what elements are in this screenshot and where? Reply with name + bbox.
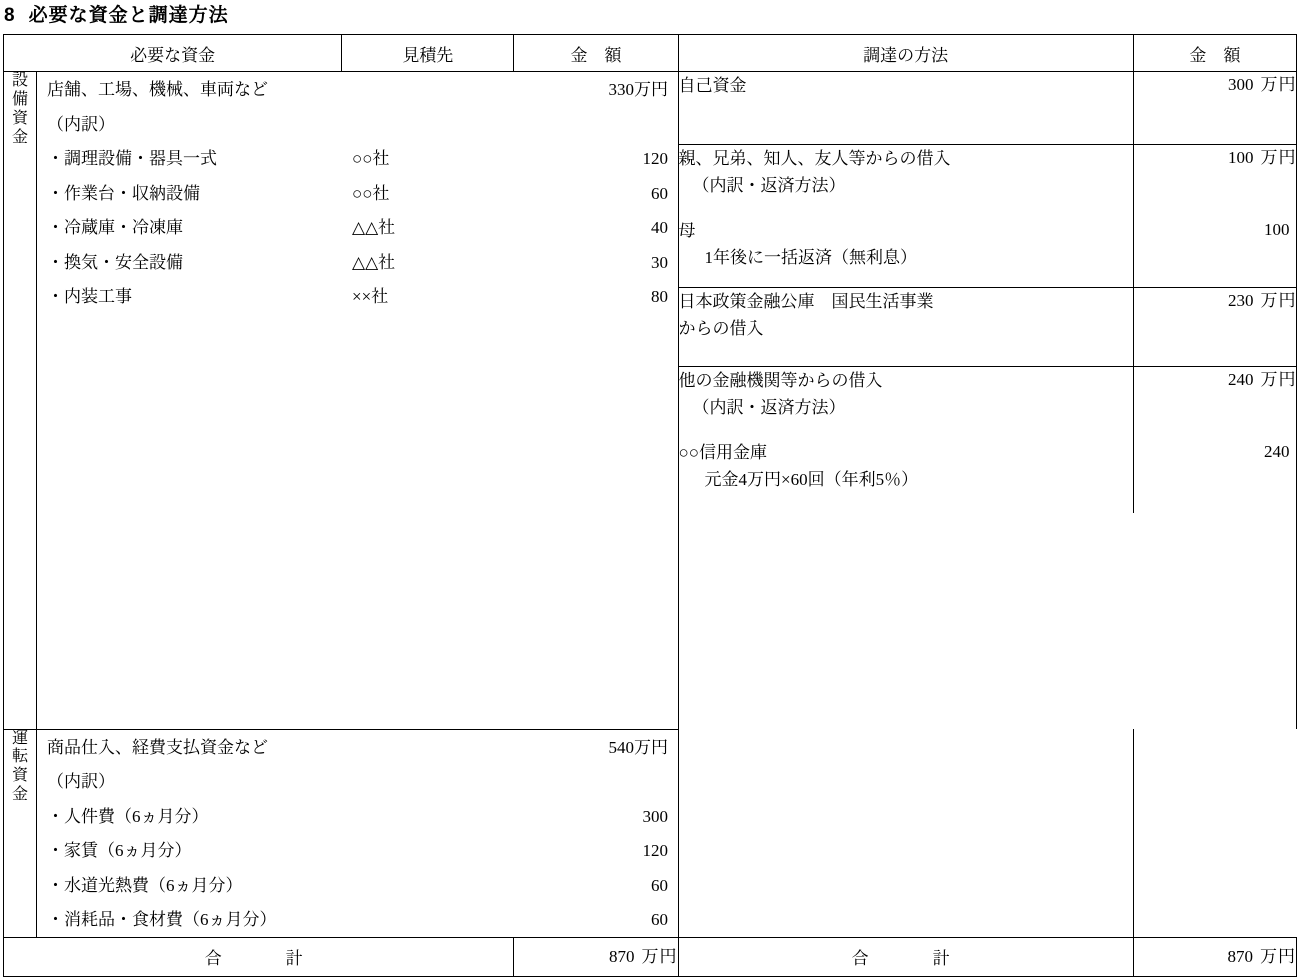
equipment-item-amount: 40 xyxy=(651,218,669,238)
working-breakdown-row xyxy=(37,764,678,799)
total-row xyxy=(4,937,1297,976)
total-amount-right: 870 万円 xyxy=(1133,937,1296,976)
spacer-cell xyxy=(342,764,514,799)
working-item-amount: 60 xyxy=(651,875,669,895)
total-label-right: 合 計 xyxy=(678,937,1133,976)
method-empty-cell xyxy=(678,729,1133,937)
equipment-item-estimate: ○○社 xyxy=(352,183,390,203)
spacer-cell xyxy=(342,730,514,765)
working-summary-amount: 540万円 xyxy=(608,737,669,757)
header-amount: 金 額 xyxy=(514,35,678,72)
header-need: 必要な資金 xyxy=(4,35,342,72)
equipment-block-row xyxy=(4,72,1297,730)
method-amount: 100 xyxy=(1134,217,1297,288)
method-amount: 300 万円 xyxy=(1134,72,1297,145)
spacer-cell xyxy=(342,107,514,142)
section-heading xyxy=(0,0,1302,34)
equipment-item-estimate: ○○社 xyxy=(352,149,390,169)
spacer-cell xyxy=(1134,513,1297,729)
total-amount-left: 870 万円 xyxy=(514,937,678,976)
method-label: 母 1年後に一括返済（無利息） xyxy=(679,217,1134,288)
equipment-breakdown-label: （内訳） xyxy=(47,114,116,134)
equipment-item-row xyxy=(37,210,678,245)
header-amount2: 金 額 xyxy=(1133,35,1296,72)
working-subtable xyxy=(37,730,678,937)
working-item-estimate xyxy=(342,799,514,834)
method-row xyxy=(679,145,1297,218)
equipment-item-label: ・作業台・収納設備 xyxy=(47,183,201,203)
funding-table xyxy=(3,34,1297,977)
equipment-summary-label: 店舗、工場、機械、車両など xyxy=(47,80,269,99)
method-label: 他の金融機関等からの借入 （内訳・返済方法） xyxy=(679,367,1134,440)
equipment-item-label: ・換気・安全設備 xyxy=(47,252,184,272)
equipment-subtable xyxy=(37,72,678,521)
equipment-item-row xyxy=(37,245,678,280)
header-method: 調達の方法 xyxy=(678,35,1133,72)
method-label: 親、兄弟、知人、友人等からの借入 （内訳・返済方法） xyxy=(679,145,1134,218)
equipment-breakdown-row xyxy=(37,107,678,142)
working-item-row xyxy=(37,868,678,903)
header-estimate: 見積先 xyxy=(342,35,514,72)
method-label: ○○信用金庫 元金4万円×60回（年利5％） xyxy=(679,439,1134,513)
spacer-cell xyxy=(679,513,1134,729)
equipment-filler-row xyxy=(37,314,678,521)
section-title: 必要な資金と調達方法 xyxy=(28,5,229,26)
method-label: 自己資金 xyxy=(679,72,1134,145)
method-label: 日本政策金融公庫 国民生活事業 からの借入 xyxy=(679,288,1134,367)
equipment-item-estimate: ××社 xyxy=(352,287,389,307)
spacer-cell xyxy=(514,107,678,142)
equipment-item-row xyxy=(37,176,678,211)
equipment-item-label: ・内装工事 xyxy=(47,287,133,307)
side-label-equipment: 設 備 資 金 xyxy=(4,72,37,730)
working-item-estimate xyxy=(342,902,514,937)
method-row xyxy=(679,217,1297,288)
equipment-item-amount: 30 xyxy=(651,252,669,272)
spacer-cell xyxy=(514,764,678,799)
equipment-summary-estimate xyxy=(342,72,514,107)
table-header-row xyxy=(4,35,1297,72)
method-empty-amount-cell xyxy=(1133,729,1296,937)
working-item-estimate xyxy=(342,833,514,868)
equipment-item-row xyxy=(37,279,678,314)
working-summary-label: 商品仕入、経費支払資金など xyxy=(47,737,269,757)
equipment-summary-row xyxy=(37,72,678,107)
method-row xyxy=(679,439,1297,513)
working-item-label: ・水道光熱費（6ヵ月分） xyxy=(47,875,243,895)
spacer-cell xyxy=(514,314,678,521)
side-label-working: 運 転 資 金 xyxy=(4,729,37,937)
method-row xyxy=(679,72,1297,145)
working-item-amount: 60 xyxy=(651,910,669,930)
working-item-label: ・人件費（6ヵ月分） xyxy=(47,806,209,826)
working-detail-cell xyxy=(37,729,678,937)
method-subtable xyxy=(679,72,1297,729)
equipment-item-label: ・冷蔵庫・冷凍庫 xyxy=(47,218,184,238)
equipment-item-amount: 120 xyxy=(642,149,669,169)
equipment-item-label: ・調理設備・器具一式 xyxy=(47,149,218,169)
method-amount: 240 xyxy=(1134,439,1297,513)
spacer-cell xyxy=(37,314,342,521)
working-item-amount: 120 xyxy=(642,841,669,861)
equipment-summary-amount: 330万円 xyxy=(608,80,669,99)
working-item-row xyxy=(37,902,678,937)
working-item-label: ・消耗品・食材費（6ヵ月分） xyxy=(47,910,277,930)
equipment-item-amount: 60 xyxy=(651,183,669,203)
method-row xyxy=(679,288,1297,367)
spacer-cell xyxy=(342,314,514,521)
section-number: 8 xyxy=(4,5,15,26)
method-row xyxy=(679,367,1297,440)
working-breakdown-label: （内訳） xyxy=(47,772,116,792)
equipment-item-amount: 80 xyxy=(651,287,669,307)
equipment-detail-cell xyxy=(37,72,678,730)
working-item-amount: 300 xyxy=(642,806,669,826)
method-amount: 100 万円 xyxy=(1134,145,1297,218)
method-amount: 230 万円 xyxy=(1134,288,1297,367)
method-filler-row xyxy=(679,513,1297,729)
total-label-left: 合 計 xyxy=(4,937,514,976)
working-summary-row xyxy=(37,730,678,765)
working-block-row xyxy=(4,729,1297,937)
working-item-label: ・家賃（6ヵ月分） xyxy=(47,841,192,861)
method-detail-cell xyxy=(678,72,1297,730)
equipment-item-row xyxy=(37,141,678,176)
equipment-item-estimate: △△社 xyxy=(352,218,396,238)
working-item-row xyxy=(37,799,678,834)
working-item-row xyxy=(37,833,678,868)
method-amount: 240 万円 xyxy=(1134,367,1297,440)
equipment-item-estimate: △△社 xyxy=(352,252,396,272)
working-item-estimate xyxy=(342,868,514,903)
